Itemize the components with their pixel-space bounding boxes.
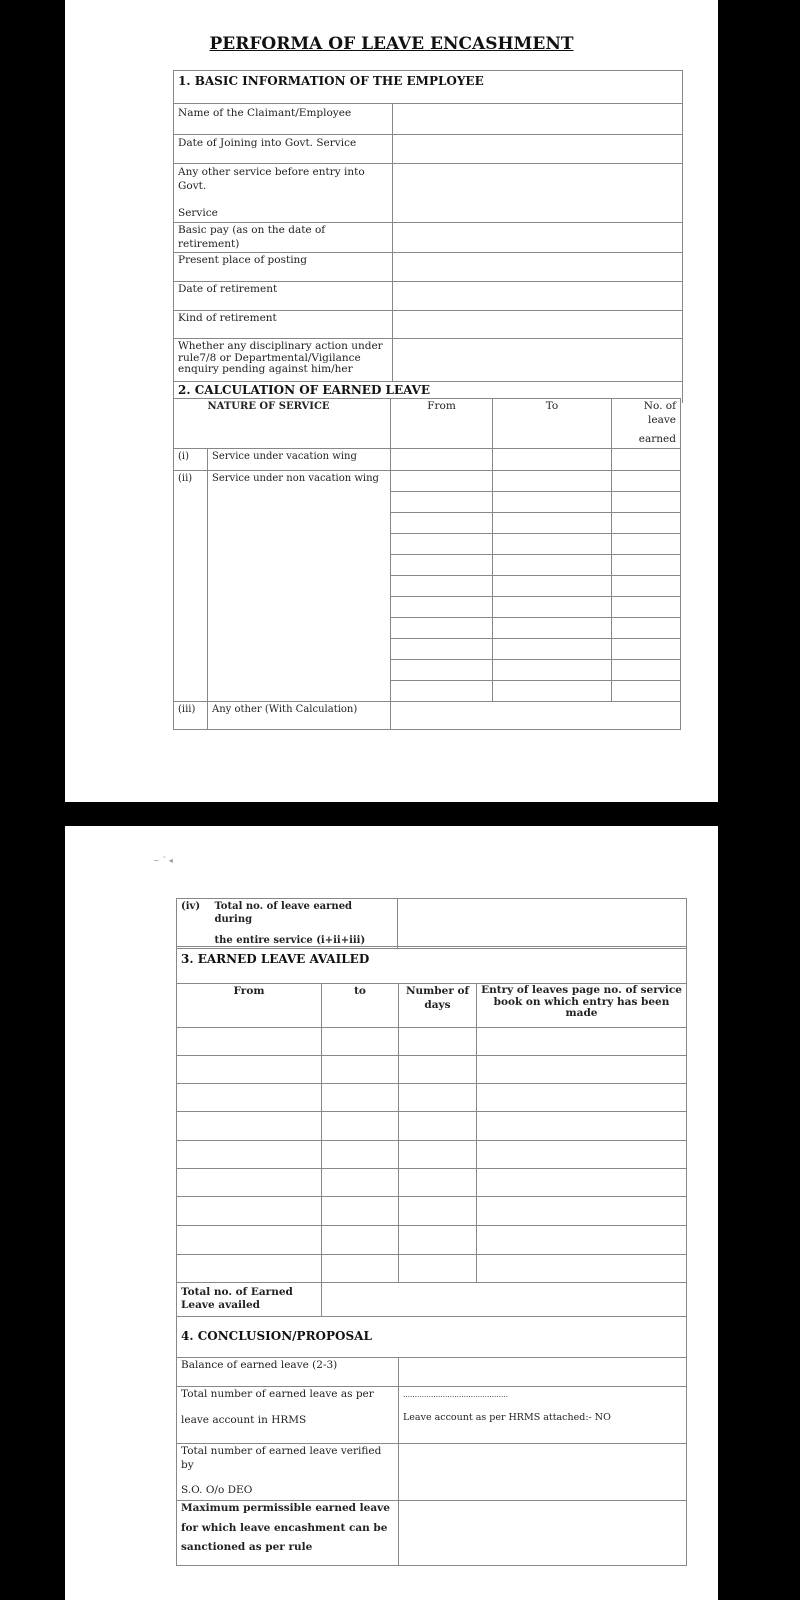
field-label: Date of retirement [174,282,393,311]
cell[interactable] [612,596,681,617]
field-value[interactable] [393,253,683,282]
cell[interactable] [177,1112,322,1141]
cell[interactable] [391,659,493,680]
cell[interactable] [493,680,612,701]
cell[interactable] [477,1226,687,1255]
cell[interactable] [399,1141,477,1169]
cell[interactable] [391,470,493,491]
col-header: No. of leave [643,400,676,426]
cell[interactable] [177,1084,322,1112]
section-3-heading: 3. EARNED LEAVE AVAILED [177,947,687,984]
cell[interactable] [399,1028,477,1056]
cell[interactable] [391,491,493,512]
cell[interactable] [493,575,612,596]
cell[interactable] [493,491,612,512]
cell[interactable] [493,533,612,554]
hrms-value-line[interactable]: ……………………………………… [403,1391,508,1399]
cell[interactable] [612,470,681,491]
cell[interactable] [399,1112,477,1141]
cell[interactable] [477,1255,687,1283]
section-2-heading: 2. CALCULATION OF EARNED LEAVE [174,382,683,403]
cell[interactable] [391,533,493,554]
cell[interactable] [391,596,493,617]
col-header: From [177,984,322,1028]
col-header: earned [638,433,676,446]
basic-info-table [173,70,683,403]
cell[interactable] [493,554,612,575]
cell[interactable] [391,617,493,638]
cell[interactable] [612,659,681,680]
cell[interactable] [493,638,612,659]
cell[interactable] [177,1169,322,1197]
field-value[interactable] [393,164,683,223]
cell[interactable] [493,596,612,617]
row-label: Total no. of leave earned during [214,901,353,925]
field-label: Date of Joining into Govt. Service [174,135,393,164]
cell[interactable] [177,1056,322,1084]
cell[interactable] [391,701,681,729]
cell[interactable] [391,638,493,659]
field-value[interactable] [393,339,683,382]
cell[interactable] [322,1141,399,1169]
max-label: for which leave encashment can be [181,1521,388,1534]
col-header: Entry of leaves page no. of service book on which entry has been made [477,984,687,1028]
page-2 [65,826,718,1600]
cell[interactable] [399,1255,477,1283]
cell[interactable] [477,1112,687,1141]
cell[interactable] [612,448,681,470]
balance-value[interactable] [399,1358,687,1387]
cell[interactable] [391,554,493,575]
total-availed-value[interactable] [322,1283,687,1317]
field-value[interactable] [393,222,683,252]
cell[interactable] [322,1056,399,1084]
row-number: (iii) [174,701,208,729]
cell[interactable] [391,575,493,596]
cell[interactable] [493,617,612,638]
cell[interactable] [612,638,681,659]
field-label: Kind of retirement [174,311,393,339]
page-1 [65,0,718,802]
row-label: Service under non vacation wing [208,470,391,701]
cell[interactable] [477,1056,687,1084]
section-4-heading: 4. CONCLUSION/PROPOSAL [177,1317,687,1358]
total-earned-table [176,898,687,949]
cell[interactable] [612,617,681,638]
cell[interactable] [612,533,681,554]
hrms-label: leave account in HRMS [181,1413,307,1426]
verified-label: S.O. O/o DEO [181,1484,253,1497]
cell[interactable] [399,1169,477,1197]
field-value[interactable] [393,311,683,339]
cell[interactable] [477,1028,687,1056]
cell[interactable] [493,659,612,680]
cell[interactable] [493,512,612,533]
leave-availed-table [176,946,687,1317]
cell[interactable] [177,1028,322,1056]
row-number: (iv) [177,899,211,949]
cell[interactable] [322,1169,399,1197]
max-value[interactable] [399,1501,687,1566]
cell[interactable] [399,1226,477,1255]
balance-label: Balance of earned leave (2-3) [177,1358,399,1387]
cell[interactable] [612,512,681,533]
row-label: Any other (With Calculation) [208,701,391,729]
cell[interactable] [612,680,681,701]
section-1-heading: 1. BASIC INFORMATION OF THE EMPLOYEE [174,71,683,104]
cell[interactable] [612,491,681,512]
cell[interactable] [477,1169,687,1197]
cell[interactable] [322,1226,399,1255]
col-header: Number of days [399,984,477,1028]
field-label: Present place of posting [174,253,393,282]
earned-leave-table [173,398,681,730]
hrms-label: Total number of earned leave as per [181,1388,374,1400]
cell[interactable] [399,1056,477,1084]
scan-mark: ~ ˜ ◂ [153,856,173,865]
cell[interactable] [391,448,493,470]
verified-value[interactable] [399,1444,687,1501]
row-number: (i) [174,448,208,470]
cell[interactable] [177,1197,322,1226]
cell[interactable] [177,1141,322,1169]
max-label: Maximum permissible earned leave [181,1502,390,1514]
cell[interactable] [477,1084,687,1112]
page-title: PERFORMA OF LEAVE ENCASHMENT [209,34,574,54]
field-label: Name of the Claimant/Employee [174,104,393,135]
cell[interactable] [391,680,493,701]
cell[interactable] [493,470,612,491]
field-label: Whether any disciplinary action under rule7/8 or Departmental/Vigilance enquiry pending against him/her [174,339,393,382]
cell[interactable] [322,1112,399,1141]
conclusion-table [176,1316,687,1566]
cell[interactable] [493,448,612,470]
cell[interactable] [399,1084,477,1112]
col-header: NATURE OF SERVICE [208,399,391,449]
cell[interactable] [612,575,681,596]
hrms-attached-note: Leave account as per HRMS attached:- NO [403,1412,611,1424]
field-value[interactable] [393,135,683,164]
verified-label: Total number of earned leave verified by [181,1445,382,1471]
total-availed-label: Total no. of Earned Leave availed [177,1283,322,1317]
field-value[interactable] [393,104,683,135]
cell[interactable] [322,1028,399,1056]
cell[interactable] [322,1255,399,1283]
cell[interactable] [322,1197,399,1226]
row-label: Service under vacation wing [208,448,391,470]
col-header: From [391,399,493,449]
row-label: the entire service (i+ii+iii) [214,935,366,946]
field-value[interactable] [393,282,683,311]
cell[interactable] [612,554,681,575]
row-number: (ii) [174,470,208,701]
cell[interactable] [391,512,493,533]
cell[interactable] [477,1197,687,1226]
cell[interactable] [322,1084,399,1112]
field-label: Basic pay (as on the date of retirement) [174,222,393,252]
cell[interactable] [177,1226,322,1255]
cell[interactable] [399,1197,477,1226]
field-label: Any other service before entry into Govt. [178,166,365,192]
field-label: Service [178,207,218,220]
cell[interactable] [477,1141,687,1169]
max-label: sanctioned as per rule [181,1541,313,1554]
col-header: to [322,984,399,1028]
cell[interactable] [398,899,687,949]
cell[interactable] [177,1255,322,1283]
col-header: To [493,399,612,449]
